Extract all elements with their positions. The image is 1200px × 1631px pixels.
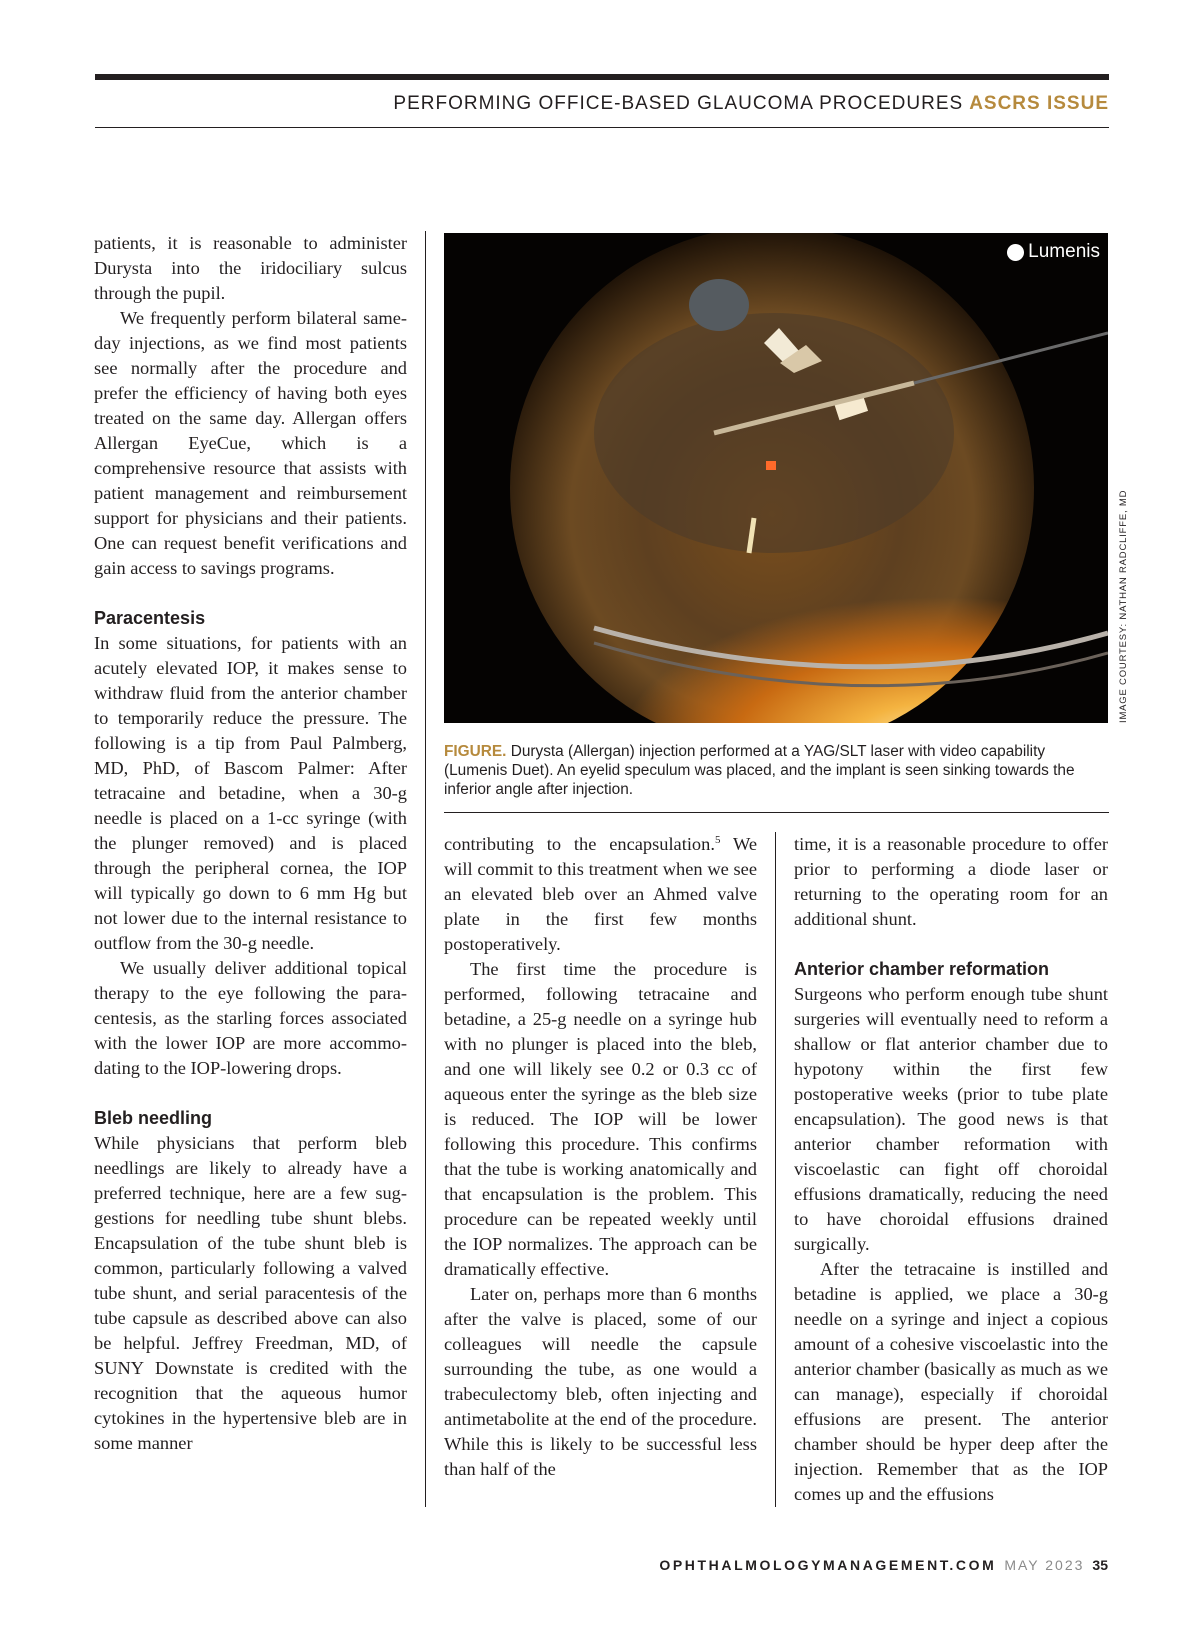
- section-title: PERFORMING OFFICE-BASED GLAUCOMA PROCEDURES: [393, 93, 964, 114]
- column-divider: [775, 832, 776, 1507]
- column-3: [794, 832, 1108, 1507]
- header-rule: [95, 127, 1109, 128]
- running-header: [393, 93, 1109, 115]
- heading-paracentesis: Paracentesis: [94, 608, 206, 628]
- caption-text: Durysta (Allergan) injection performed at a YAG/SLT laser with video capability (Lumenis Duet). An eyelid speculum was placed, and the implant is seen sinking towards the inferior angle after injection.: [444, 743, 1075, 798]
- image-credit: IMAGE COURTESY: NATHAN RADCLIFFE, MD: [1118, 489, 1129, 723]
- top-rule: [95, 74, 1109, 80]
- caption-label: FIGURE.: [444, 743, 507, 760]
- paragraph: contributing to the encapsulation.$^5$ We will commit to this treatment when we see an elevated bleb over an Ahmed valve plate in the first few months postoperatively.: [444, 833, 757, 954]
- logo-icon: [1007, 244, 1024, 261]
- paragraph: We frequently perform bilateral same-day injections, as we find most patients see normally after the procedure and prefer the efficiency of having both eyes treated on the same day. Allergan offers Allergan EyeCue, which is a comprehensive resource that assists with patient management and reimbursement support for physicians and their patients. One can request benefit verifications and gain access to savings programs.: [94, 308, 407, 578]
- paragraph: While physicians that perform bleb needlings are likely to already have a preferred technique, here are a few suggestions for needling tube shunt blebs. Encapsulation of the tube shunt bleb is common, particularly following a valved tube shunt, and serial paracentesis of the tube capsule as described above can also be helpful. Jeffrey Freedman, MD, of SUNY Downstate is credited with the recognition that the aqueous humor cytokines in the hypertensive bleb are in some manner: [94, 1133, 407, 1453]
- footer-date: MAY 2023: [1004, 1557, 1085, 1573]
- figure-caption: [444, 742, 1104, 799]
- paragraph: patients, it is reasonable to administer Durysta into the iridociliary sulcus through the pupil.: [94, 233, 407, 303]
- figure-photo: [444, 233, 1108, 723]
- column-2: [444, 832, 757, 1482]
- paragraph: In some situations, for patients with an acutely elevated IOP, it makes sense to withdraw fluid from the anterior chamber to temporarily reduce the pressure. The following is a tip from Paul Palmberg, MD, PhD, of Bascom Palmer: After tetracaine and betadine, when a 30-g needle is placed on a 1-cc syringe (with the plunger removed) and is placed through the peripheral cornea, the IOP will typically go down to 6 mm Hg but not lower due to the internal resistance to outflow from the 30-g needle.: [94, 633, 407, 953]
- caption-rule: [444, 812, 1109, 813]
- citation-marker: 5: [714, 833, 721, 846]
- eye-image: [444, 233, 1108, 723]
- footer-site: OPHTHALMOLOGYMANAGEMENT.COM: [659, 1557, 997, 1573]
- page-footer: [659, 1557, 1108, 1573]
- lumenis-logo: Lumenis: [1007, 241, 1100, 263]
- column-1: [94, 231, 407, 1456]
- paragraph: time, it is a reasonable procedure to offer prior to performing a diode laser or returning to the operating room for an additional shunt.: [794, 834, 1108, 929]
- heading-anterior-chamber: Anterior chamber reformation: [794, 959, 1050, 979]
- paragraph: Surgeons who perform enough tube shunt surgeries will eventually need to reform a shallow or flat anterior chamber due to hypotony within the first few postoperative weeks (prior to tube plate encapsulation). The good news is that anterior chamber reformation with viscoelastic can fight off choroidal effusions dramatically, reducing the need to have choroidal effusions drained surgically.: [794, 984, 1108, 1254]
- issue-label: ASCRS ISSUE: [969, 93, 1109, 114]
- heading-bleb-needling: Bleb needling: [94, 1108, 213, 1128]
- column-divider: [425, 231, 426, 1507]
- paragraph: After the tetracaine is instilled and betadine is applied, we place a 30-g needle on a syringe and inject a copious amount of a cohesive viscoelastic into the anterior chamber (basically as much as we can manage), especially if choroidal effusions are present. The anterior chamber should be hyper deep after the injection. Remember that as the IOP comes up and the effusions: [794, 1259, 1108, 1504]
- paragraph: The first time the procedure is performed, following tetracaine and betadine, a 25-g needle on a syringe hub with no plunger is placed into the bleb, and one will likely see 0.2 or 0.3 cc of aqueous enter the syringe as the bleb size is reduced. The IOP will be lower following this procedure. This confirms that the tube is working anatomically and that encapsulation is the problem. This procedure can be repeated weekly until the IOP normalizes. The approach can be dramatically effective.: [444, 959, 757, 1279]
- paragraph: We usually deliver additional topical therapy to the eye following the paracentesis, as the starling forces associated with the lower IOP are more accommodating to the IOP-lowering drops.: [94, 958, 407, 1078]
- page-number: 35: [1092, 1557, 1108, 1573]
- paragraph: Later on, perhaps more than 6 months after the valve is placed, some of our colleagues will needle the capsule surrounding the tube, as one would a trabeculectomy bleb, often injecting and antimetabolite at the end of the procedure. While this is likely to be successful less than half of the: [444, 1284, 757, 1479]
